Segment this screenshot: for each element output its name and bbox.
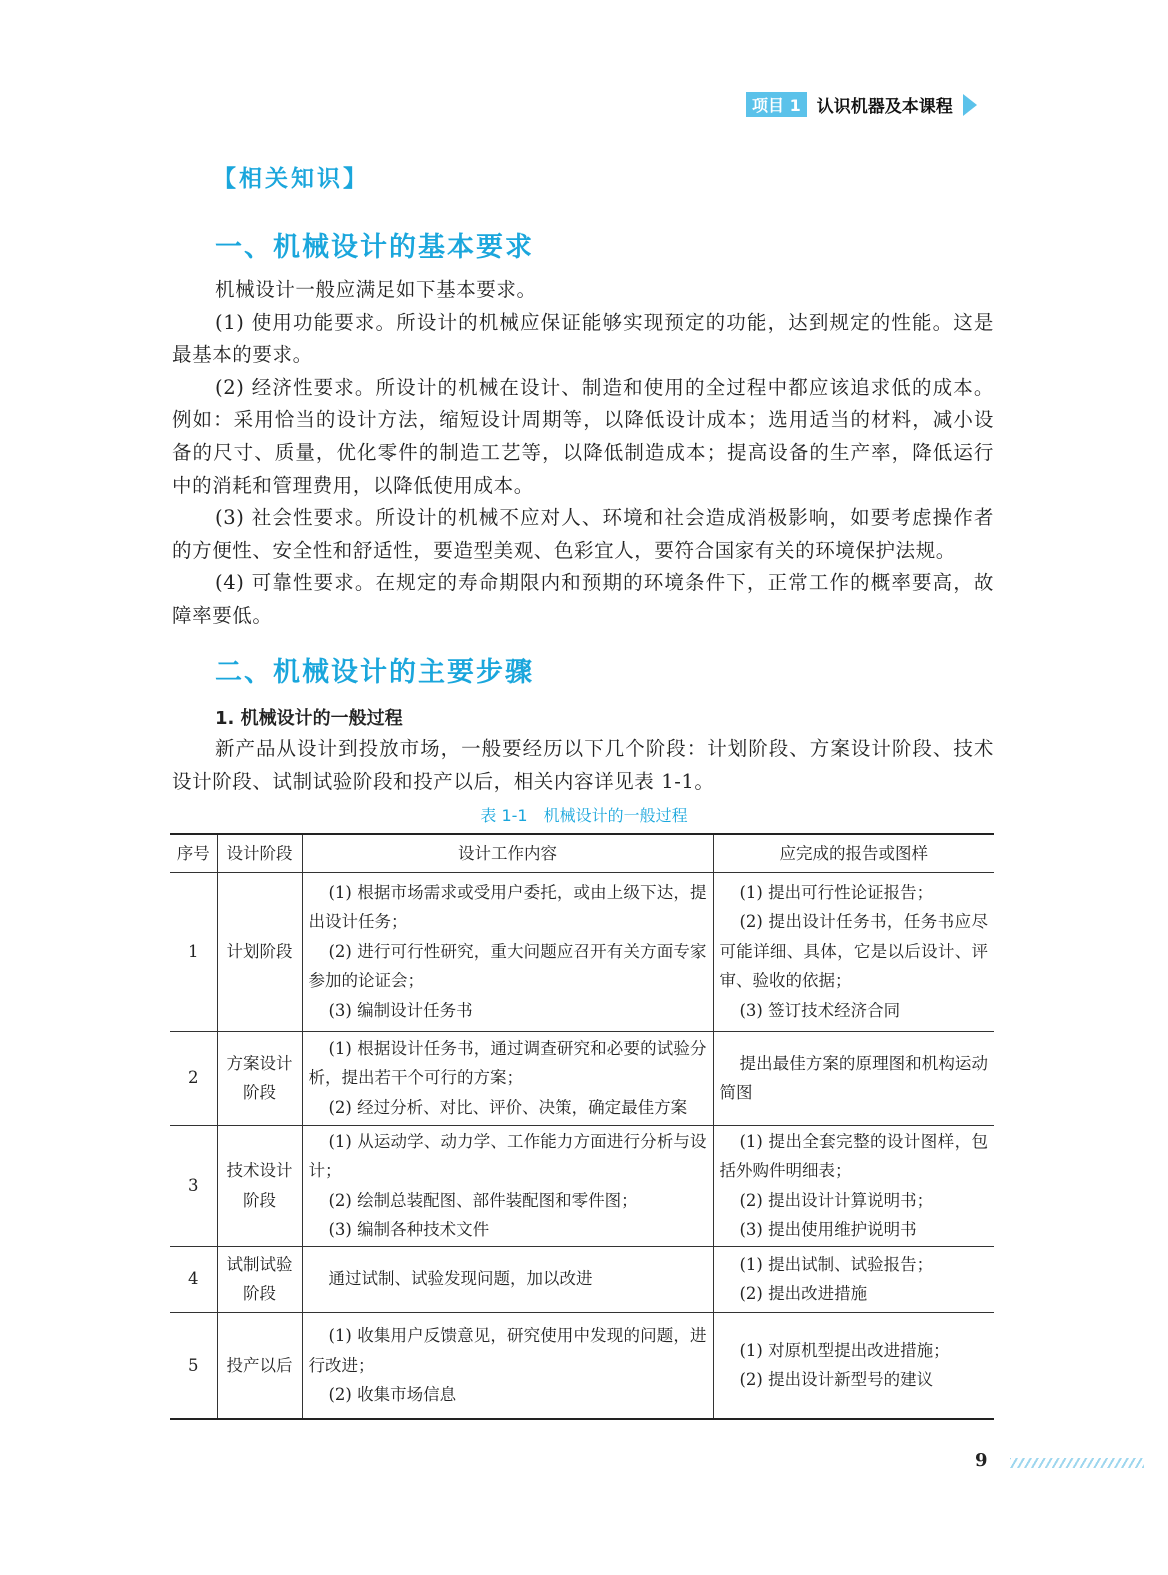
paragraph: 新产品从设计到投放市场，一般要经历以下几个阶段：计划阶段、方案设计阶段、技术设计阶段、试制试验阶段和投产以后，相关内容详见表 1-1。 (172, 737, 994, 793)
work-item: (3) 编制各种技术文件 (328, 1220, 490, 1239)
page-number: 9 (975, 1450, 988, 1471)
work-item: 通过试制、试验发现问题，加以改进 (328, 1269, 593, 1289)
section-2-body (172, 733, 994, 798)
decorative-stripes (1010, 1458, 1144, 1468)
report-item: (1) 对原机型提出改进措施； (739, 1340, 950, 1360)
paragraph: (3) 社会性要求。所设计的机械不应对人、环境和社会造成消极影响，如要考虑操作者的方便性、安全性和舒适性，要造型美观、色彩宜人，要符合国家有关的环境保护法规。 (172, 506, 994, 562)
row-work (302, 1125, 713, 1246)
row-number: 4 (188, 1269, 199, 1289)
row-report (713, 1031, 994, 1125)
work-item: (1) 根据设计任务书，通过调查研究和必要的试验分析，提出若干个可行的方案； (308, 1038, 707, 1088)
work-item: (2) 绘制总装配图、部件装配图和零件图； (328, 1190, 638, 1210)
table-caption: 表 1-1 机械设计的一般过程 (480, 806, 688, 825)
section-heading-2: 二、机械设计的主要步骤 (215, 657, 534, 688)
report-item: (2) 提出设计新型号的建议 (739, 1370, 934, 1390)
row-stage: 试制试验阶段 (217, 1246, 302, 1312)
report-item: (3) 提出使用维护说明书 (739, 1220, 917, 1239)
paragraph: (2) 经济性要求。所设计的机械在设计、制造和使用的全过程中都应该追求低的成本。例如：采用恰当的设计方法，缩短设计周期等，以降低设计成本；选用适当的材料，减小设备的尺寸、质量，优化零件的制造工艺等，以降低制造成本；提高设备的生产率，降低运行中的消耗和管理费用，以降低使用成本。 (172, 375, 994, 497)
row-report (713, 872, 994, 1031)
row-report (713, 1125, 994, 1246)
row-stage: 投产以后 (217, 1312, 302, 1419)
project-tag: 项目 1 (746, 92, 807, 117)
row-work (302, 872, 713, 1031)
work-item: (2) 进行可行性研究，重大问题应召开有关方面专家参加的论证会； (308, 941, 707, 991)
report-item: (3) 签订技术经济合同 (739, 1000, 901, 1020)
table-row (170, 1312, 994, 1419)
table-row (170, 872, 994, 1031)
table-row (170, 1031, 994, 1125)
row-stage: 方案设计阶段 (217, 1031, 302, 1125)
section-1-body (172, 274, 994, 633)
header-no: 序号 (176, 843, 210, 863)
header-stage: 设计阶段 (217, 834, 302, 872)
work-item: (3) 编制设计任务书 (328, 1000, 473, 1020)
work-item: (2) 收集市场信息 (328, 1385, 457, 1404)
row-number: 5 (188, 1355, 199, 1375)
chapter-title: 认识机器及本课程 (816, 97, 953, 117)
row-number: 3 (188, 1175, 199, 1195)
row-report (713, 1246, 994, 1312)
report-item: (1) 提出全套完整的设计图样，包括外购件明细表； (719, 1131, 988, 1180)
design-process-table (170, 833, 994, 1420)
row-stage: 技术设计阶段 (217, 1125, 302, 1246)
paragraph: 机械设计一般应满足如下基本要求。 (215, 278, 537, 301)
paragraph: (1) 使用功能要求。所设计的机械应保证能够实现预定的功能，达到规定的性能。这是最基本的要求。 (172, 310, 994, 367)
row-work (302, 1031, 713, 1125)
row-number: 2 (188, 1068, 199, 1088)
row-number: 1 (188, 941, 199, 961)
section-label: 【相关知识】 (213, 166, 369, 192)
running-header (746, 92, 977, 117)
work-item: (1) 从运动学、动力学、工作能力方面进行分析与设计； (308, 1131, 707, 1180)
table-row (170, 1246, 994, 1312)
report-item: (2) 提出改进措施 (739, 1284, 868, 1303)
row-work (302, 1246, 713, 1312)
row-work (302, 1312, 713, 1419)
section-heading-1: 一、机械设计的基本要求 (215, 232, 534, 263)
row-stage: 计划阶段 (217, 872, 302, 1031)
report-item: (2) 提出设计计算说明书； (739, 1190, 934, 1210)
arrow-icon (963, 94, 977, 116)
header-report: 应完成的报告或图样 (713, 834, 994, 872)
work-item: (2) 经过分析、对比、评价、决策，确定最佳方案 (328, 1097, 688, 1117)
table-header-row (170, 834, 994, 872)
work-item: (1) 收集用户反馈意见，研究使用中发现的问题，进行改进； (308, 1326, 707, 1375)
report-item: 提出最佳方案的原理图和机构运动简图 (719, 1053, 988, 1102)
work-item: (1) 根据市场需求或受用户委托，或由上级下达，提出设计任务； (308, 882, 707, 932)
report-item: (1) 提出试制、试验报告； (739, 1254, 934, 1274)
report-item: (1) 提出可行性论证报告； (739, 882, 934, 902)
row-report (713, 1312, 994, 1419)
table-row (170, 1125, 994, 1246)
subsection-heading: 1. 机械设计的一般过程 (215, 708, 403, 729)
header-work: 设计工作内容 (302, 834, 713, 872)
paragraph: (4) 可靠性要求。在规定的寿命期限内和预期的环境条件下，正常工作的概率要高，故障率要低。 (172, 571, 994, 627)
report-item: (2) 提出设计任务书，任务书应尽可能详细、具体，它是以后设计、评审、验收的依据； (719, 912, 988, 991)
